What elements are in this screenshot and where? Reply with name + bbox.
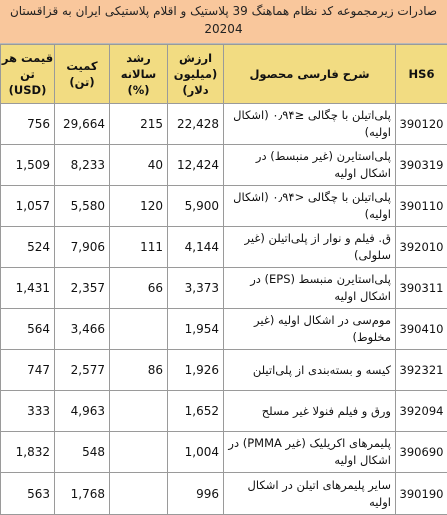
quantity-cell: 3,466 (55, 309, 110, 350)
quantity-cell: 29,664 (55, 104, 110, 145)
table-title: صادرات زیرمجموعه کد نظام هماهنگ 39 پلاستیک و اقلام پلاستیکی ایران به قزاقستان 20204 (0, 0, 447, 44)
hs-code-cell: 390190 (396, 473, 447, 515)
growth-cell: 120 (110, 186, 168, 227)
price-cell: 1,509 (1, 145, 55, 186)
value-cell: 12,424 (168, 145, 224, 186)
price-cell: 1,057 (1, 186, 55, 227)
description-cell: کیسه و بسته‌بندی از پلی‌اتیلن (224, 350, 396, 391)
growth-cell: 111 (110, 227, 168, 268)
growth-cell: 215 (110, 104, 168, 145)
header-quantity: کمیت (تن) (55, 45, 110, 104)
description-cell: پلی‌اتیلن با چگالی ≤۰٫۹۴ (اشکال اولیه) (224, 104, 396, 145)
price-cell: 524 (1, 227, 55, 268)
price-cell: 563 (1, 473, 55, 515)
hs-code-cell: 392094 (396, 391, 447, 432)
price-cell: 1,832 (1, 432, 55, 473)
description-cell: موم‌سی در اشکال اولیه (غیر مخلوط) (224, 309, 396, 350)
growth-cell (110, 309, 168, 350)
price-cell: 747 (1, 350, 55, 391)
growth-cell: 66 (110, 268, 168, 309)
growth-cell: 40 (110, 145, 168, 186)
table-row (1, 145, 447, 186)
value-cell: 996 (168, 473, 224, 515)
hs-code-cell: 390690 (396, 432, 447, 473)
hs-code-cell: 392010 (396, 227, 447, 268)
header-hs: HS6 (396, 45, 447, 104)
growth-cell (110, 432, 168, 473)
quantity-cell: 1,768 (55, 473, 110, 515)
hs-code-cell: 390311 (396, 268, 447, 309)
value-cell: 1,652 (168, 391, 224, 432)
description-cell: سایر پلیمرهای اتیلن در اشکال اولیه (224, 473, 396, 515)
price-cell: 756 (1, 104, 55, 145)
growth-cell (110, 473, 168, 515)
header-row (1, 45, 447, 104)
price-cell: 1,431 (1, 268, 55, 309)
quantity-cell: 4,963 (55, 391, 110, 432)
quantity-cell: 548 (55, 432, 110, 473)
value-cell: 5,900 (168, 186, 224, 227)
price-cell: 333 (1, 391, 55, 432)
table-row (1, 432, 447, 473)
description-cell: ورق و فیلم فنولا غیر مسلح (224, 391, 396, 432)
header-price: قیمت هر تن (USD) (1, 45, 55, 104)
quantity-cell: 8,233 (55, 145, 110, 186)
quantity-cell: 7,906 (55, 227, 110, 268)
header-growth: رشد سالانه (%) (110, 45, 168, 104)
growth-cell: 86 (110, 350, 168, 391)
value-cell: 1,954 (168, 309, 224, 350)
table-row (1, 186, 447, 227)
table-row (1, 104, 447, 145)
quantity-cell: 2,577 (55, 350, 110, 391)
table-row (1, 350, 447, 391)
header-value: ارزش (میلیون دلار) (168, 45, 224, 104)
hs-code-cell: 390319 (396, 145, 447, 186)
description-cell: پلی‌استایرن منبسط (EPS) در اشکال اولیه (224, 268, 396, 309)
table-row (1, 309, 447, 350)
quantity-cell: 5,580 (55, 186, 110, 227)
description-cell: ق. فیلم و نوار از پلی‌اتیلن (غیر سلولی) (224, 227, 396, 268)
value-cell: 1,926 (168, 350, 224, 391)
hs-code-cell: 392321 (396, 350, 447, 391)
price-cell: 564 (1, 309, 55, 350)
export-table (0, 44, 447, 515)
hs-code-cell: 390110 (396, 186, 447, 227)
quantity-cell: 2,357 (55, 268, 110, 309)
hs-code-cell: 390120 (396, 104, 447, 145)
hs-code-cell: 390410 (396, 309, 447, 350)
table-row (1, 473, 447, 515)
description-cell: پلیمرهای اکریلیک (غیر PMMA) در اشکال اولیه (224, 432, 396, 473)
value-cell: 3,373 (168, 268, 224, 309)
header-description: شرح فارسی محصول (224, 45, 396, 104)
description-cell: پلی‌اتیلن با چگالی <۰٫۹۴ (اشکال اولیه) (224, 186, 396, 227)
table-row (1, 391, 447, 432)
growth-cell (110, 391, 168, 432)
description-cell: پلی‌استایرن (غیر منبسط) در اشکال اولیه (224, 145, 396, 186)
value-cell: 4,144 (168, 227, 224, 268)
value-cell: 22,428 (168, 104, 224, 145)
table-row (1, 268, 447, 309)
table-row (1, 227, 447, 268)
value-cell: 1,004 (168, 432, 224, 473)
